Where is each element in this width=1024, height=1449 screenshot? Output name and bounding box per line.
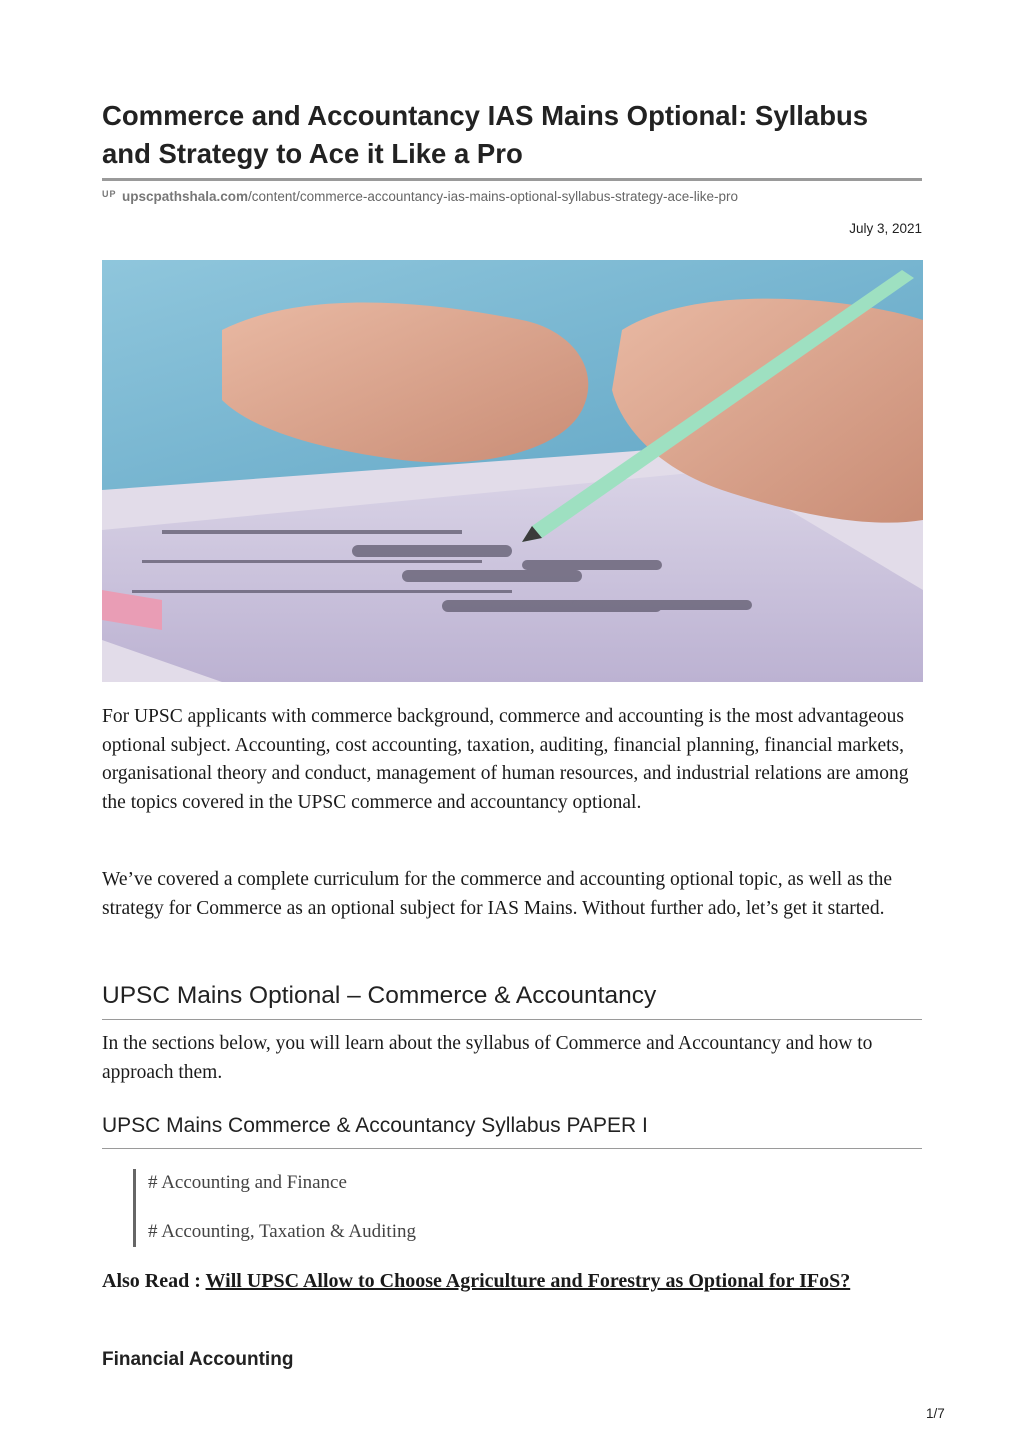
quote-item: # Accounting, Taxation & Auditing	[148, 1221, 416, 1242]
syllabus-blockquote	[133, 1169, 908, 1247]
source-path: /content/commerce-accountancy-ias-mains-optional-syllabus-strategy-ace-like-pro	[248, 189, 738, 204]
syllabus-divider	[102, 1148, 922, 1149]
financial-accounting-heading: Financial Accounting	[102, 1349, 294, 1370]
intro-paragraph: For UPSC applicants with commerce background, commerce and accounting is the most advantageous optional subject. Accounting, cost accounting, taxation, auditing, financial planning, financial markets, organisational theory and conduct, management of human resources, and industrial relations are among the topics covered in the UPSC commerce and accountancy optional.	[102, 706, 909, 813]
quote-item: # Accounting and Finance	[148, 1172, 347, 1193]
site-favicon-icon: UP	[102, 189, 117, 199]
article-title: Commerce and Accountancy IAS Mains Optional: Syllabus and Strategy to Ace it Like a Pro	[102, 100, 869, 169]
also-read-link[interactable]: Will UPSC Allow to Choose Agriculture and Forestry as Optional for IFoS?	[205, 1270, 851, 1292]
curriculum-paragraph: We’ve covered a complete curriculum for the commerce and accounting optional topic, as well as the strategy for Commerce as an optional subject for IAS Mains. Without further ado, let’s get it started.	[102, 869, 893, 919]
also-read-label: Also Read :	[102, 1270, 206, 1292]
source-domain: upscpathshala.com	[122, 189, 249, 204]
title-divider	[102, 178, 922, 181]
page-number: 1/7	[926, 1406, 945, 1421]
section-heading: UPSC Mains Optional – Commerce & Accountancy	[102, 982, 657, 1009]
also-read	[102, 1267, 922, 1296]
syllabus-paper-heading: UPSC Mains Commerce & Accountancy Syllabus PAPER I	[102, 1114, 648, 1137]
section-intro-paragraph: In the sections below, you will learn about the syllabus of Commerce and Accountancy and how to approach them.	[102, 1033, 873, 1083]
publish-date: July 3, 2021	[849, 221, 922, 236]
exam-sheet-pencil-illustration	[102, 260, 923, 682]
source-link[interactable]	[122, 189, 738, 204]
section-divider	[102, 1019, 922, 1020]
source-line	[102, 189, 922, 207]
hero-image	[102, 260, 923, 682]
